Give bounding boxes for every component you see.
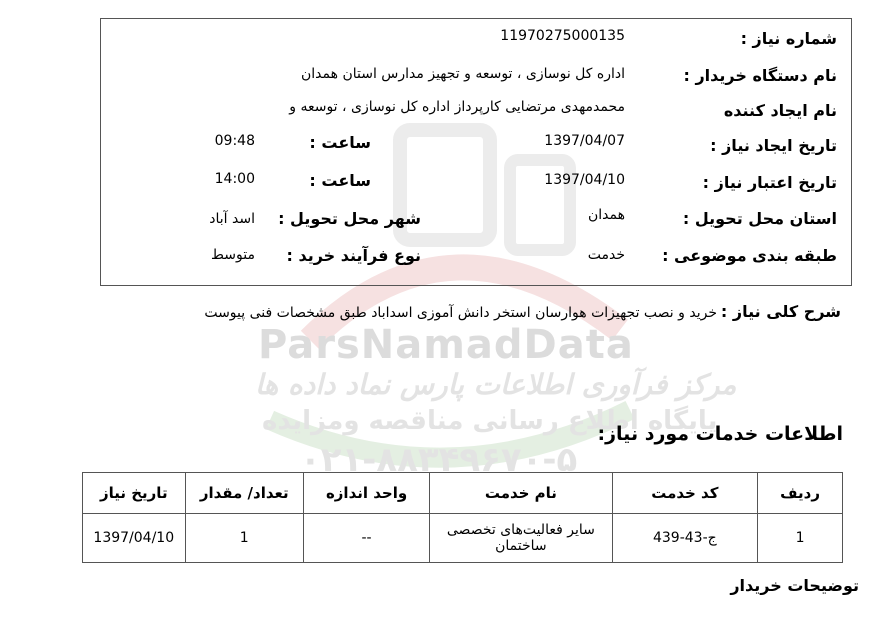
description-label: شرح کلی نیاز :	[720, 302, 841, 321]
buyer-org-value: اداره کل نوسازی ، توسعه و تجهیز مدارس استان همدان	[301, 66, 625, 82]
services-table-header-row	[83, 473, 843, 514]
watermark-line-2: پایگاه اطلاع رسانی مناقصه ومزایده	[262, 406, 718, 436]
watermark-brand-text: ParsNamadData	[258, 322, 634, 368]
cell-unit: --	[303, 514, 429, 563]
created-date-value: 1397/04/07	[544, 133, 625, 149]
header-need-date: تاریخ نیاز	[83, 473, 186, 514]
category-value: خدمت	[587, 247, 625, 263]
cell-service-name: سایر فعالیت‌های تخصصی ساختمان	[430, 514, 612, 563]
created-time-label: ساعت :	[309, 133, 371, 152]
services-table	[82, 472, 843, 563]
creator-label: نام ایجاد کننده	[723, 101, 837, 120]
created-date-label: تاریخ ایجاد نیاز :	[710, 136, 837, 155]
table-row	[83, 514, 843, 563]
buyer-notes-label: توضیحات خریدار	[730, 576, 859, 595]
validity-time-value: 14:00	[214, 171, 255, 187]
validity-time-label: ساعت :	[309, 171, 371, 190]
cell-row-no: 1	[758, 514, 843, 563]
header-quantity: تعداد/ مقدار	[185, 473, 303, 514]
cell-quantity: 1	[185, 514, 303, 563]
services-section-title: اطلاعات خدمات مورد نیاز:	[597, 423, 843, 445]
delivery-city-value: اسد آباد	[209, 211, 255, 227]
created-time-value: 09:48	[214, 133, 255, 149]
delivery-province-label: استان محل تحویل :	[682, 209, 837, 228]
need-info-box	[100, 18, 852, 286]
cell-service-code: ج-43-439	[612, 514, 758, 563]
need-number-label: شماره نیاز :	[740, 29, 837, 48]
creator-value: محمدمهدی مرتضایی کارپرداز اداره کل نوسازی ، توسعه و	[289, 99, 625, 115]
validity-date-label: تاریخ اعتبار نیاز :	[702, 173, 837, 192]
buyer-org-label: نام دستگاه خریدار :	[683, 66, 837, 85]
delivery-province-value: همدان	[588, 207, 625, 223]
delivery-city-label: شهر محل تحویل :	[278, 209, 421, 228]
process-type-value: متوسط	[211, 247, 255, 263]
process-type-label: نوع فرآیند خرید :	[286, 246, 421, 265]
category-label: طبقه بندی موضوعی :	[662, 246, 837, 265]
need-number-value: 11970275000135	[500, 28, 625, 44]
header-row-no: ردیف	[758, 473, 843, 514]
watermark-phone: ۰۲۱-۸۸۳۴۹۶۷۰-۵	[300, 440, 578, 480]
validity-date-value: 1397/04/10	[544, 172, 625, 188]
header-unit: واحد اندازه	[303, 473, 429, 514]
cell-need-date: 1397/04/10	[83, 514, 186, 563]
description-value: خرید و نصب تجهیزات هوارسان استخر دانش آموزی اسداباد طبق مشخصات فنی پیوست	[204, 305, 717, 321]
header-service-code: کد خدمت	[612, 473, 758, 514]
header-service-name: نام خدمت	[430, 473, 612, 514]
watermark-line-1: مرکز فرآوری اطلاعات پارس نماد داده ها	[255, 368, 737, 401]
